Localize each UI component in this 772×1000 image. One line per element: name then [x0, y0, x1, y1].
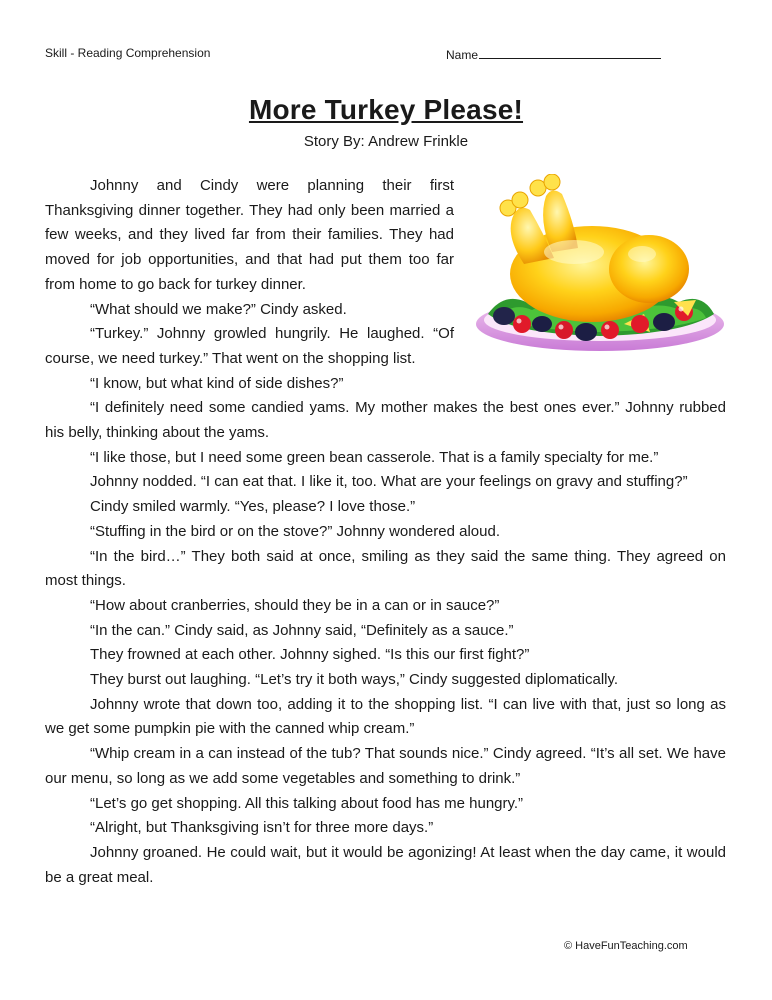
- paragraph: “In the can.” Cindy said, as Johnny said, “Definitely as a sauce.”: [90, 621, 514, 639]
- paragraph: They frowned at each other. Johnny sighed. “Is this our first fight?”: [90, 646, 530, 664]
- roast-turkey-icon: [474, 174, 726, 374]
- paragraph: Johnny wrote that down too, adding it to the shopping list. “I can live with that, just so long as we get some pumpkin pie with the canned whip cream.”: [45, 695, 726, 738]
- name-label: Name: [446, 48, 479, 62]
- paragraph: Johnny nodded. “I can eat that. I like it, too. What are your feelings on gravy and stuffing?”: [90, 473, 688, 491]
- story-title: More Turkey Please!: [248, 94, 524, 125]
- name-field: [446, 46, 661, 62]
- paragraph: Johnny and Cindy were planning their first Thanksgiving dinner together. They had only been married a few weeks, and they lived far from their families. They had moved for job opportunities, and that had put them too far from home to go back for turkey dinner.: [45, 177, 454, 293]
- story-byline: Story By: Andrew Frinkle: [303, 133, 469, 150]
- paragraph: Cindy smiled warmly. “Yes, please? I love those.”: [90, 498, 416, 516]
- paragraph: “I know, but what kind of side dishes?”: [90, 374, 344, 392]
- paragraph: “I definitely need some candied yams. My mother makes the best ones ever.” Johnny rubbed his belly, thinking about the yams.: [45, 399, 726, 442]
- paragraph: “Let’s go get shopping. All this talking about food has me hungry.”: [90, 794, 524, 812]
- paragraph: “Whip cream in a can instead of the tub? That sounds nice.” Cindy agreed. “It’s all set. We have our menu, so long as we add some vegetables and something to drink.”: [45, 745, 726, 787]
- name-blank-line: [479, 46, 661, 59]
- paragraph: “Stuffing in the bird or on the stove?” Johnny wondered aloud.: [90, 522, 500, 540]
- paragraph: They burst out laughing. “Let’s try it both ways,” Cindy suggested diplomatically.: [90, 671, 619, 689]
- paragraph: “Turkey.” Johnny growled hungrily. He laughed. “Of course, we need turkey.” That went on the shopping list.: [45, 325, 454, 367]
- story-text: [45, 174, 726, 890]
- skill-label: Skill - Reading Comprehension: [45, 46, 211, 60]
- paragraph: “Alright, but Thanksgiving isn’t for three more days.”: [90, 819, 434, 837]
- paragraph: “How about cranberries, should they be in a can or in sauce?”: [90, 596, 500, 614]
- paragraph: Johnny groaned. He could wait, but it would be agonizing! At least when the day came, it would be a great meal.: [45, 843, 726, 886]
- copyright-footer: © HaveFunTeaching.com: [564, 940, 688, 952]
- paragraph: “I like those, but I need some green bean casserole. That is a family specialty for me.”: [90, 448, 659, 466]
- paragraph: “What should we make?” Cindy asked.: [90, 300, 347, 318]
- paragraph: “In the bird…” They both said at once, smiling as they said the same thing. They agreed on most things.: [45, 547, 726, 590]
